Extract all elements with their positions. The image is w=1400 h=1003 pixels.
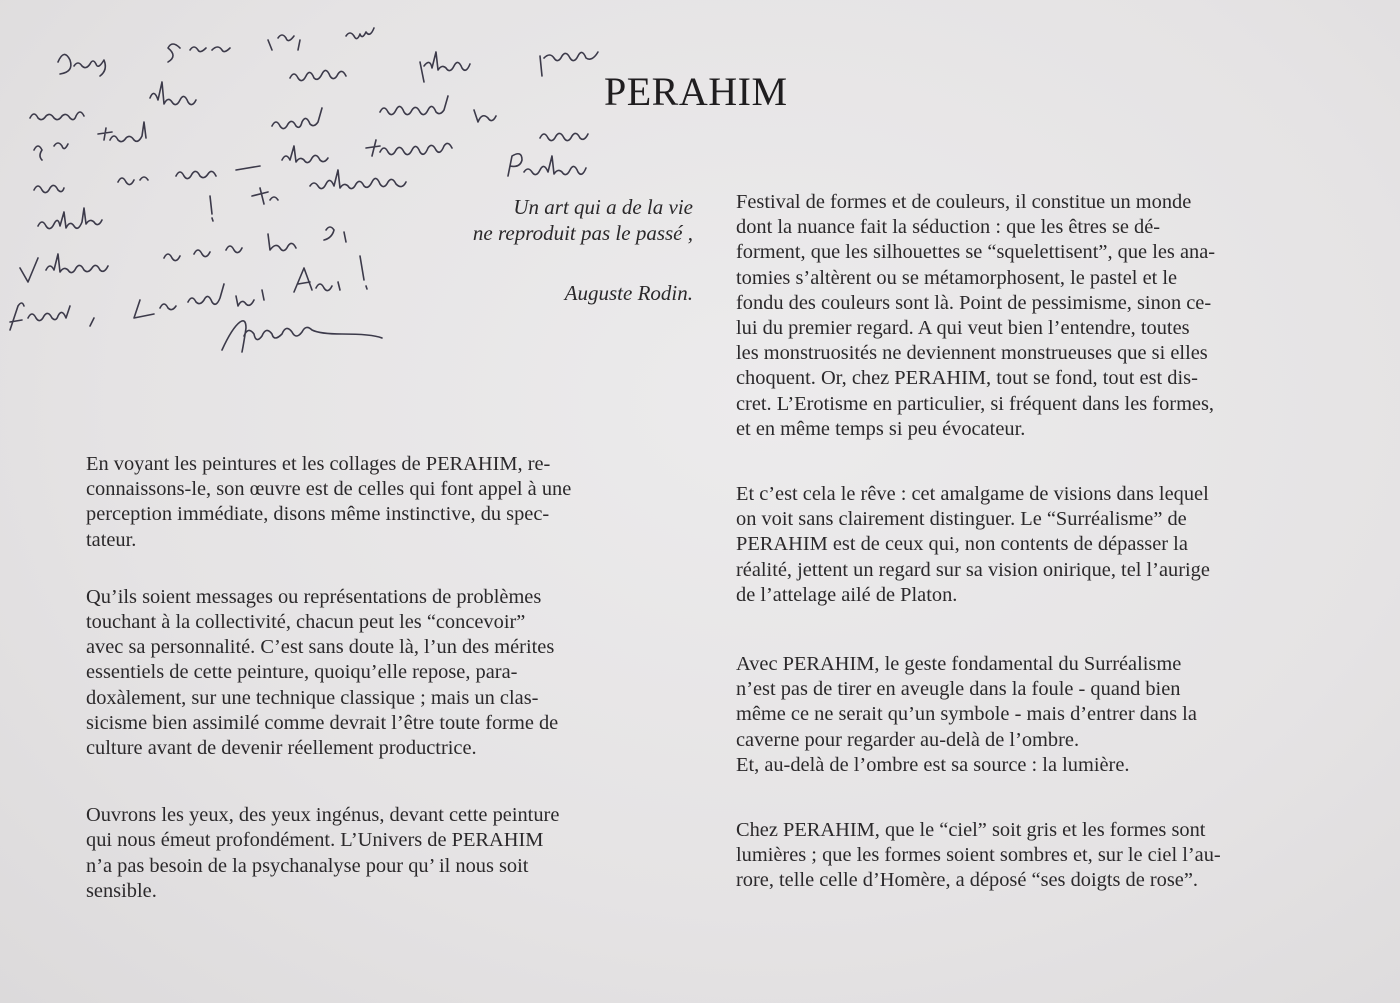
left-paragraph-2: Qu’ils soient messages ou représentations de problèmes touchant à la collectivité, chacun peut les “concevoir” avec sa personnalité. C’est sans doute là, l’un des mérites essentiels de cette peinture, quoiqu’elle repose, para- doxàlement, sur une technique classique ; mais un clas- sicisme bien assimilé comme devrait l’être toute forme de culture avant de devenir réellement productrice. [86,585,559,760]
epigraph-line-1: Un art qui a de la vie [513,195,693,219]
right-paragraph-4: Chez PERAHIM, que le “ciel” soit gris et les formes sont lumières ; que les formes soient sombres et, sur le ciel l’au- rore, telle celle d’Homère, a déposé “ses doigts de rose”. [736,819,1221,892]
left-paragraph-3: Ouvrons les yeux, des yeux ingénus, devant cette peinture qui nous émeut profondément. L’Univers de PERAHIM n’a pas besoin de la psychanalyse pour qu’ il nous soit sensible. [86,804,560,902]
epigraph-author: Auguste Rodin. [564,281,693,305]
right-paragraph-3: Avec PERAHIM, le geste fondamental du Surréalisme n’est pas de tirer en aveugle dans la foule - quand bien même ce ne serait qu’un symbole - mais d’entrer dans la caverne pour regarder au-delà de l’ombre. Et, au-delà de l’ombre est sa source : la lumière. [736,653,1197,776]
right-column [736,190,1336,894]
epigraph-line-2: ne reproduit pas le passé , [472,221,693,245]
left-column [86,452,698,904]
epigraph [373,194,693,306]
left-paragraph-1: En voyant les peintures et les collages de PERAHIM, re- connaissons-le, son œuvre est de celles qui font appel à une perception immédiate, disons même instinctive, du spec- tateur. [86,453,572,551]
right-paragraph-2: Et c’est cela le rêve : cet amalgame de visions dans lequel on voit sans clairement distinguer. Le “Surréalisme” de PERAHIM est de ceux qui, non contents de dépasser la réalité, jettent un regard sur sa vision onirique, tel l’aurige de l’attelage ailé de Platon. [736,483,1210,606]
page-title: PERAHIM [604,69,788,114]
right-paragraph-1: Festival de formes et de couleurs, il constitue un monde dont la nuance fait la séduction : que les êtres se dé- forment, que les silhouettes se “squelettisent”, que les ana- tomies s’altèrent ou se métamorphosent, le pastel et le fondu des couleurs sont là. Point de pessimisme, sinon ce- lui du premier regard. A qui veut bien l’entendre, toutes les monstruosités ne deviennent monstrueuses que si elles choquent. Or, chez PERAHIM, tout se fond, tout est dis- cret. L’Erotisme en particulier, si fréquent dans les formes, et en même temps si peu évocateur. [736,191,1216,440]
handwritten-dedication [0,0,720,380]
